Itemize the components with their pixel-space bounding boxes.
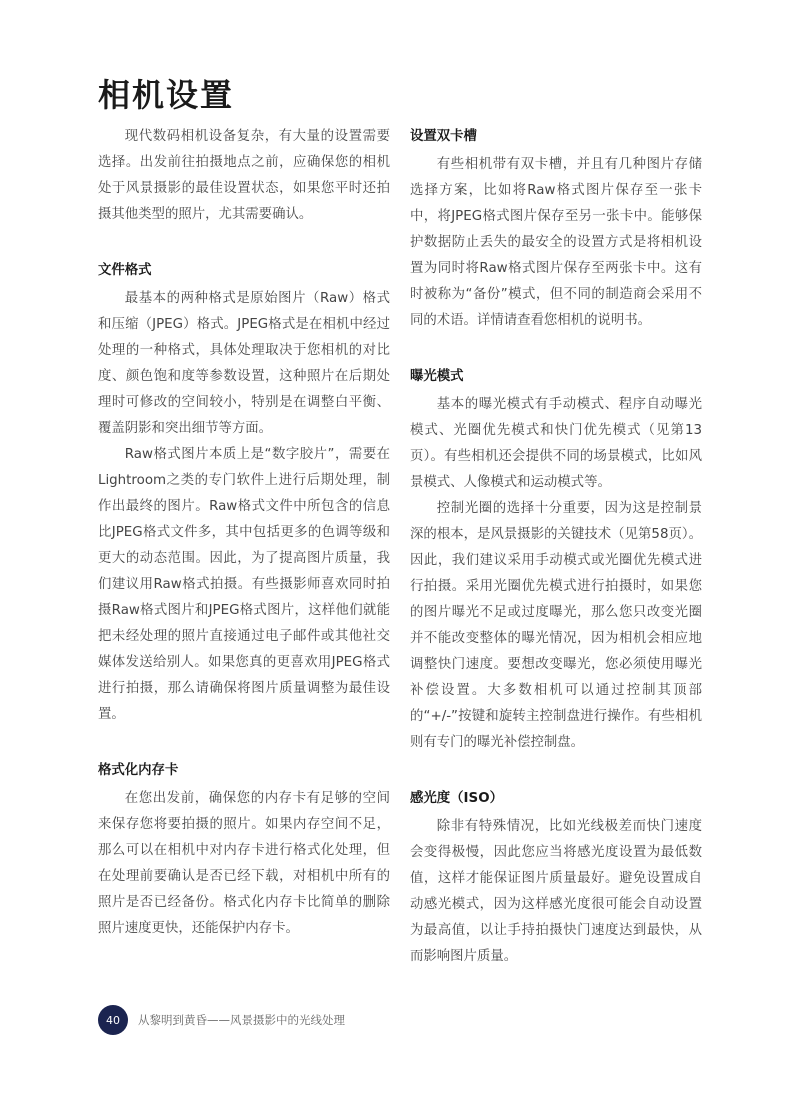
section-heading-exposure-mode: 曝光模式 [410,369,464,384]
book-title: 从黎明到黄昏——风景摄影中的光线处理 [138,1013,345,1027]
exposure-mode-paragraph-1: 基本的曝光模式有手动模式、程序自动曝光模式、光圈优先模式和快门优先模式（见第13页）。有些相机还会提供不同的场景模式，比如风景模式、人像模式和运动模式等。 [410,397,702,490]
right-column [410,124,702,970]
left-column [98,124,390,942]
page-number-badge: 40 [98,1005,128,1035]
section-heading-format-card: 格式化内存卡 [98,763,179,778]
section-heading-iso: 感光度（ISO） [410,791,503,806]
dual-slot-paragraph: 有些相机带有双卡槽，并且有几种图片存储选择方案，比如将Raw格式图片保存至一张卡中，将JPEG格式图片保存至另一张卡中。能够保护数据防止丢失的最安全的设置方式是将相机设置为同时将Raw格式图片保存至两张卡中。这有时被称为“备份”模式，但不同的制造商会采用不同的术语。详情请查看您相机的说明书。 [410,157,702,328]
section-heading-dual-slot: 设置双卡槽 [410,129,477,144]
iso-paragraph: 除非有特殊情况，比如光线极差而快门速度会变得极慢，因此您应当将感光度设置为最低数值，这样才能保证图片质量最好。避免设置成自动感光模式，因为这样感光度很可能会自动设置为最高值，以让手持拍摄快门速度达到最快，从而影响图片质量。 [410,819,702,964]
file-format-paragraph-1: 最基本的两种格式是原始图片（Raw）格式和压缩（JPEG）格式。JPEG格式是在相机中经过处理的一种格式，具体处理取决于您相机的对比度、颜色饱和度等参数设置，这种照片在后期处理时可修改的空间较小，特别是在调整白平衡、覆盖阴影和突出细节等方面。 [98,291,390,436]
page-footer [98,1005,345,1035]
file-format-paragraph-2: Raw格式图片本质上是“数字胶片”，需要在Lightroom之类的专门软件上进行后期处理，制作出最终的图片。Raw格式文件中所包含的信息比JPEG格式文件多，其中包括更多的色调等级和更大的动态范围。因此，为了提高图片质量，我们建议用Raw格式拍摄。有些摄影师喜欢同时拍摄Raw格式图片和JPEG格式图片，这样他们就能把未经处理的照片直接通过电子邮件或其他社交媒体发送给别人。如果您真的更喜欢用JPEG格式进行拍摄，那么请确保将图片质量调整为最佳设置。 [98,447,390,722]
page-title: 相机设置 [98,76,235,114]
exposure-mode-paragraph-2: 控制光圈的选择十分重要，因为这是控制景深的根本，是风景摄影的关键技术（见第58页）。因此，我们建议采用手动模式或光圈优先模式进行拍摄。采用光圈优先模式进行拍摄时，如果您的图片曝光不足或过度曝光，那么您只改变光圈并不能改变整体的曝光情况，因为相机会相应地调整快门速度。要想改变曝光，您必须使用曝光补偿设置。大多数相机可以通过控制其顶部的“+/-”按键和旋转主控制盘进行操作。有些相机则有专门的曝光补偿控制盘。 [410,501,702,750]
intro-paragraph: 现代数码相机设备复杂，有大量的设置需要选择。出发前往拍摄地点之前，应确保您的相机处于风景摄影的最佳设置状态，如果您平时还拍摄其他类型的照片，尤其需要确认。 [98,129,390,222]
section-heading-file-format: 文件格式 [98,263,152,278]
format-card-paragraph: 在您出发前，确保您的内存卡有足够的空间来保存您将要拍摄的照片。如果内存空间不足，那么可以在相机中对内存卡进行格式化处理，但在处理前要确认是否已经下载，对相机中所有的照片是否已经备份。格式化内存卡比简单的删除照片速度更快，还能保护内存卡。 [98,791,390,936]
